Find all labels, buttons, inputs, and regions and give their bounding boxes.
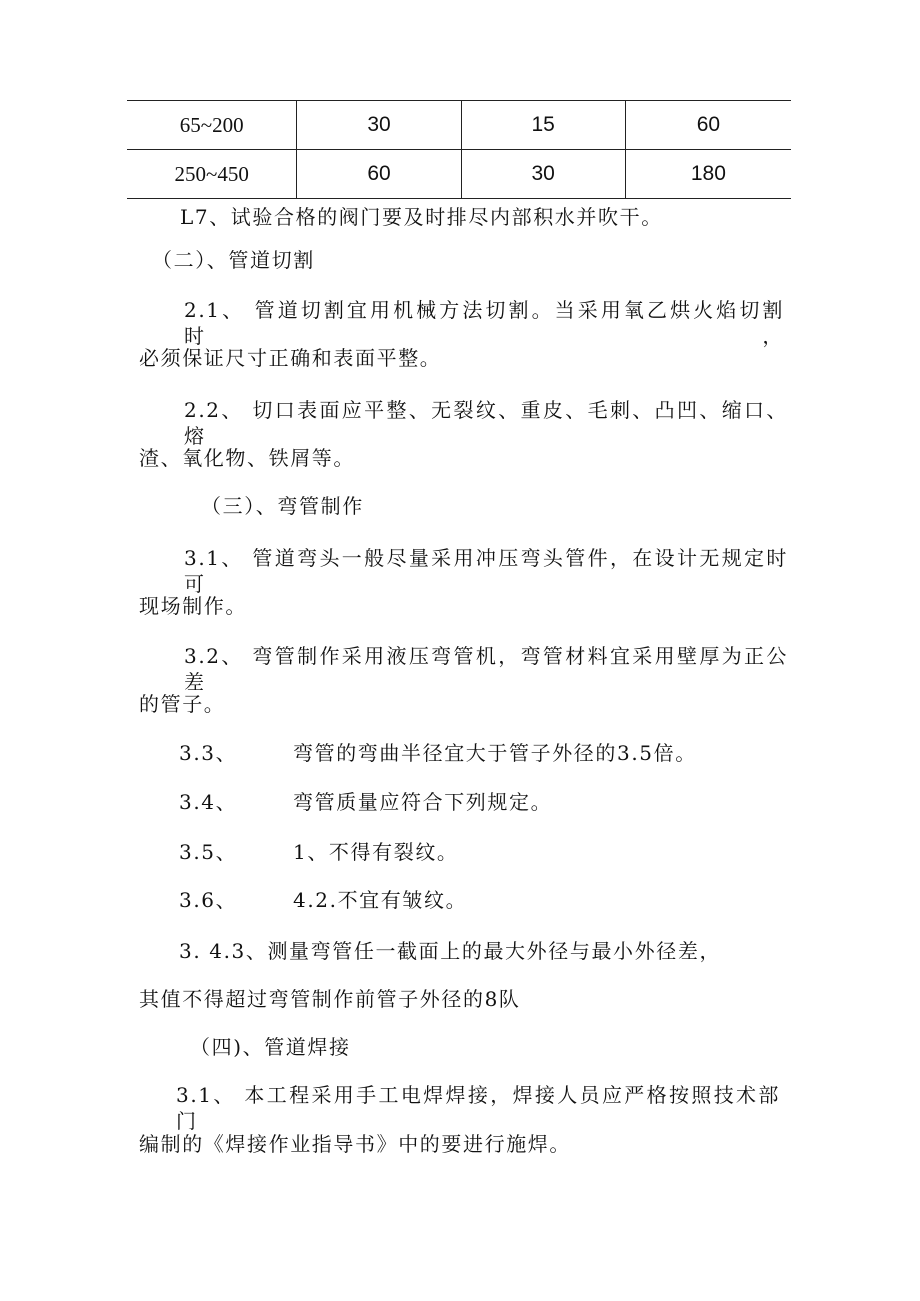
paragraph-line: 3. 4.3、测量弯管任一截面上的最大外径与最小外径差，: [179, 939, 722, 963]
paragraph-line: 弯管质量应符合下列规定。: [293, 790, 553, 814]
table-cell: 60: [297, 150, 461, 199]
paragraph-line: 2.2、 切口表面应平整、无裂纹、重皮、毛刺、凸凹、缩口、熔: [184, 398, 788, 448]
table-row: [127, 150, 791, 199]
paragraph-line: 4.2.不宜有皱纹。: [293, 888, 468, 912]
section-heading: （三）、弯管制作: [201, 494, 364, 518]
table-cell: 250~450: [127, 150, 297, 199]
table-cell: 65~200: [127, 101, 297, 150]
table-row: [127, 101, 791, 150]
paragraph-line: 3.1、 管道弯头一般尽量采用冲压弯头管件，在设计无规定时可: [184, 546, 788, 596]
table-cell: 15: [461, 101, 625, 150]
paragraph-line: 2.1、 管道切割宜用机械方法切割。当采用氧乙烘火焰切割时，: [184, 298, 784, 348]
table-cell: 30: [297, 101, 461, 150]
item-number: 3.3、: [179, 741, 238, 765]
item-number: 3.4、: [179, 790, 238, 814]
table-cell: 60: [625, 101, 791, 150]
spec-table: [127, 100, 791, 199]
paragraph-line: 现场制作。: [139, 594, 247, 618]
item-number: 3.6、: [179, 888, 238, 912]
paragraph-line: 的管子。: [139, 692, 226, 716]
paragraph-line: 3.1、 本工程采用手工电焊焊接，焊接人员应严格按照技术部门: [176, 1083, 780, 1133]
paragraph-line: 其值不得超过弯管制作前管子外径的8队: [139, 987, 521, 1011]
paragraph-line: 1、不得有裂纹。: [293, 840, 459, 864]
paragraph-line: 编制的《焊接作业指导书》中的要进行施焊。: [139, 1132, 571, 1156]
section-heading: （二）、管道切割: [152, 248, 315, 272]
paragraph-line: 渣、氧化物、铁屑等。: [139, 446, 355, 470]
paragraph-line: 弯管的弯曲半径宜大于管子外径的3.5倍。: [293, 741, 697, 765]
table-cell: 180: [625, 150, 791, 199]
paragraph-line: L7、试验合格的阀门要及时排尽内部积水并吹干。: [180, 205, 663, 229]
section-heading: （四)、管道焊接: [190, 1035, 351, 1059]
paragraph-line: 3.2、 弯管制作采用液压弯管机，弯管材料宜采用壁厚为正公差: [184, 644, 788, 694]
table-cell: 30: [461, 150, 625, 199]
paragraph-line: 必须保证尺寸正确和表面平整。: [139, 346, 442, 370]
item-number: 3.5、: [179, 840, 238, 864]
